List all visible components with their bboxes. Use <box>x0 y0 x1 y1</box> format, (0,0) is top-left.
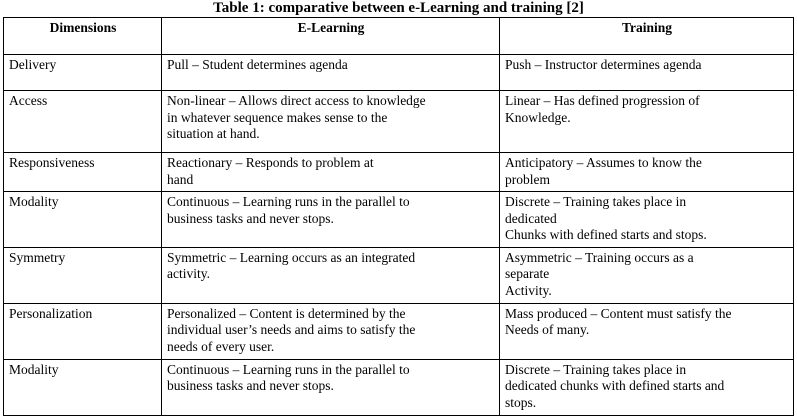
cell-training: Discrete – Training takes place in dedicated chunks with defined starts and stops. <box>500 359 794 415</box>
cell-e-learning: Non-linear – Allows direct access to knowledge in whatever sequence makes sense to the situation at hand. <box>162 91 500 153</box>
cell-e-learning: Continuous – Learning runs in the parallel to business tasks and never stops. <box>162 359 500 415</box>
table-row <box>4 55 794 91</box>
cell-dimension: Modality <box>4 359 162 415</box>
cell-training: Push – Instructor determines agenda <box>500 55 794 91</box>
cell-dimension: Delivery <box>4 55 162 91</box>
cell-e-learning: Symmetric – Learning occurs as an integrated activity. <box>162 247 500 303</box>
cell-training: Linear – Has defined progression of Knowledge. <box>500 91 794 153</box>
table-header-row <box>4 18 794 55</box>
cell-e-learning: Reactionary – Responds to problem at hand <box>162 153 500 192</box>
header-e-learning: E-Learning <box>162 18 500 55</box>
cell-e-learning: Pull – Student determines agenda <box>162 55 500 91</box>
table-row <box>4 359 794 415</box>
table-row <box>4 303 794 359</box>
cell-dimension: Symmetry <box>4 247 162 303</box>
cell-training: Mass produced – Content must satisfy the Needs of many. <box>500 303 794 359</box>
cell-dimension: Access <box>4 91 162 153</box>
cell-training: Anticipatory – Assumes to know the problem <box>500 153 794 192</box>
cell-e-learning: Continuous – Learning runs in the parallel to business tasks and never stops. <box>162 192 500 248</box>
table-row <box>4 192 794 248</box>
cell-e-learning: Personalized – Content is determined by the individual user’s needs and aims to satisfy the needs of every user. <box>162 303 500 359</box>
table-caption: Table 1: comparative between e-Learning and training [2] <box>213 0 584 16</box>
table-row <box>4 153 794 192</box>
cell-dimension: Personalization <box>4 303 162 359</box>
header-dimensions: Dimensions <box>4 18 162 55</box>
table-row <box>4 91 794 153</box>
header-training: Training <box>500 18 794 55</box>
cell-dimension: Responsiveness <box>4 153 162 192</box>
table-row <box>4 247 794 303</box>
cell-training: Asymmetric – Training occurs as a separate Activity. <box>500 247 794 303</box>
cell-training: Discrete – Training takes place in dedicated Chunks with defined starts and stops. <box>500 192 794 248</box>
comparison-table <box>3 17 794 416</box>
cell-dimension: Modality <box>4 192 162 248</box>
